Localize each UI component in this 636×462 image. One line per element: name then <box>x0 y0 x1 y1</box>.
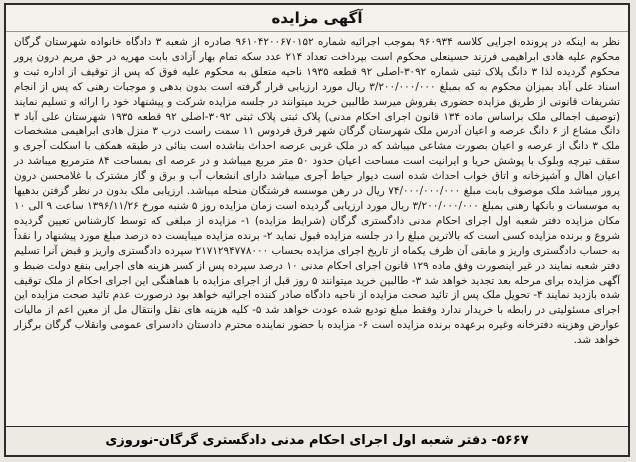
notice-body <box>6 32 628 421</box>
auction-notice <box>4 3 630 457</box>
notice-footer: ۵۶۶۷- دفتر شعبه اول اجرای احکام مدنی دادگستری گرگان-نوروزی <box>6 426 628 455</box>
notice-title: آگهی مزایده <box>6 5 628 32</box>
notice-paragraph: نظر به اینکه در پرونده اجرایی کلاسه ۹۶۰۹۳۴ بموجب اجرائیه شماره ۹۶۱۰۴۲۰۰۶۷۰۱۵۲ صادره از شعبه ۳ دادگاه خانواده شهرستان گرگان محکوم علیه هادی ابراهیمی فرزند حسینعلی محکوم است بپرداخت تعداد ۲۱۴ عدد سکه تمام بهار آزادی بابت مهریه در حق مریم درون پرور محکوم گردیده لذا ۳ دانگ پلاک ثبتی شماره ۳۰۹۲-اصلی ۹۲ قطعه ۱۹۳۵ ناحیه متعلق به محکوم علیه فوق که پس از توقیف از اداره ثبت و اسناد علی آباد بمیزان محکوم به که بمبلغ ۳/۲۰۰/۰۰۰/۰۰۰ ریال مورد ارزیابی قرار گرفته است بدون بدهی و موجبات رهنی که پس از انجام تشریفات قانونی از طریق مزایده حضوری بفروش میرسد طالبین خرید میتوانند در جلسه مزایده شرکت و پیشنهاد خود را ارائه و تسلیم نمایند (توصیف اجمالی ملک براساس ماده ۱۳۴ قانون اجرای احکام مدنی) پلاک ثبتی پلاک ثبتی ۳۰۹۲-اصلی ۹۲ قطعه ۱۹۳۵ شهرستان علی آباد ۳ دانگ مشاع از ۶ دانگ عرصه و اعیان آدرس ملک شهرستان گرگان شهر فرق فردوس ۱۱ سمت راست درب ۳ منزل هادی ابراهیمی مشخصات ملک ۳ دانگ از عرصه و اعیان بصورت مشاعی میباشد که در ملک غربی عرصه احداث بناشده است بنائی در طبقه همکف با اسکلت آجری و سقف تیرچه وبلوک با پوشش حریا و ایرانیت است مساحت اعیان حدود ۵۰ متر مربع میباشد و در عرصه ای بمساحت ۸۴ مترمربع میباشد در اعیان اهال و آشپزخانه و اتاق خواب احداث شده است دیوار حیاط آجری میباشد دارای انشعاب آب و برق و گاز مشترک با غلامحسن درون پرور میباشد ملک موصوف بابت مبلغ ۷۴/۰۰۰/۰۰۰/۰۰۰ ریال در رهن موسسه فرشتگان منحله میباشد. ارزیابی ملک بدون در نظر گرفتن بدهیها به موسسات و بانکها رهنی بمبلغ ۳/۲۰۰/۰۰۰/۰۰۰ ریال مورد ارزیابی گردیده است زمان مزایده روز ۵ شنبه مورخ ۱۳۹۶/۱۱/۲۶ ساعت ۹ الی ۱۰ مکان مزایده دفتر شعبه اول اجرای احکام مدنی دادگستری گرگان (شرایط مزایده) ۱- مزایده از مبلغی که توسط کارشناس تعیین گردیده شروع و برنده مزایده کسی است که بالاترین مبلغ را در جلسه مزایده قبول نماید ۲- برنده مزایده میبایست ده درصد مبلغ مورد پیشنهاد را نقداً به حساب دادگستری واریز و مابقی آن ظرف یکماه از تاریخ اجرای مزایده بحساب ۲۱۷۱۲۹۴۷۷۸۰۰۰ سپرده دادگستری واریز و قبض آنرا تسلیم دفتر شعبه نمایند در غیر اینصورت وفق ماده ۱۲۹ قانون اجرای احکام مدنی ۱۰ درصد سپرده پس از کسر هزینه های اجرایی بنفع دولت ضبط و آگهی مزایده برای مرحله بعد تجدید خواهد شد ۳- طالبین خرید میتوانند ۵ روز قبل از اجرای مزایده با هماهنگی این اجرای احکام از ملک توقیف شده بازدید نمایند ۴- تحویل ملک پس از تائید صحت مزایده از ناحیه دادگاه صادر کننده اجرائیه خواهد بود درصورت عدم تائید صحت مزایده این اجرای مسئولیتی در رابطه با خریدار ندارد وفقط مبلغ تودیع شده عودت خواهد شد ۵- کلیه هزینه های نقل وانتقال مل از معین اعم از مالیات عوارض وهزینه دفترخانه وغیره برعهده برنده مزایده است ۶- مزایده با حضور نماینده محترم دادستان دادسرای عمومی وانقلاب گرگان برگزار خواهد شد. <box>14 36 621 347</box>
